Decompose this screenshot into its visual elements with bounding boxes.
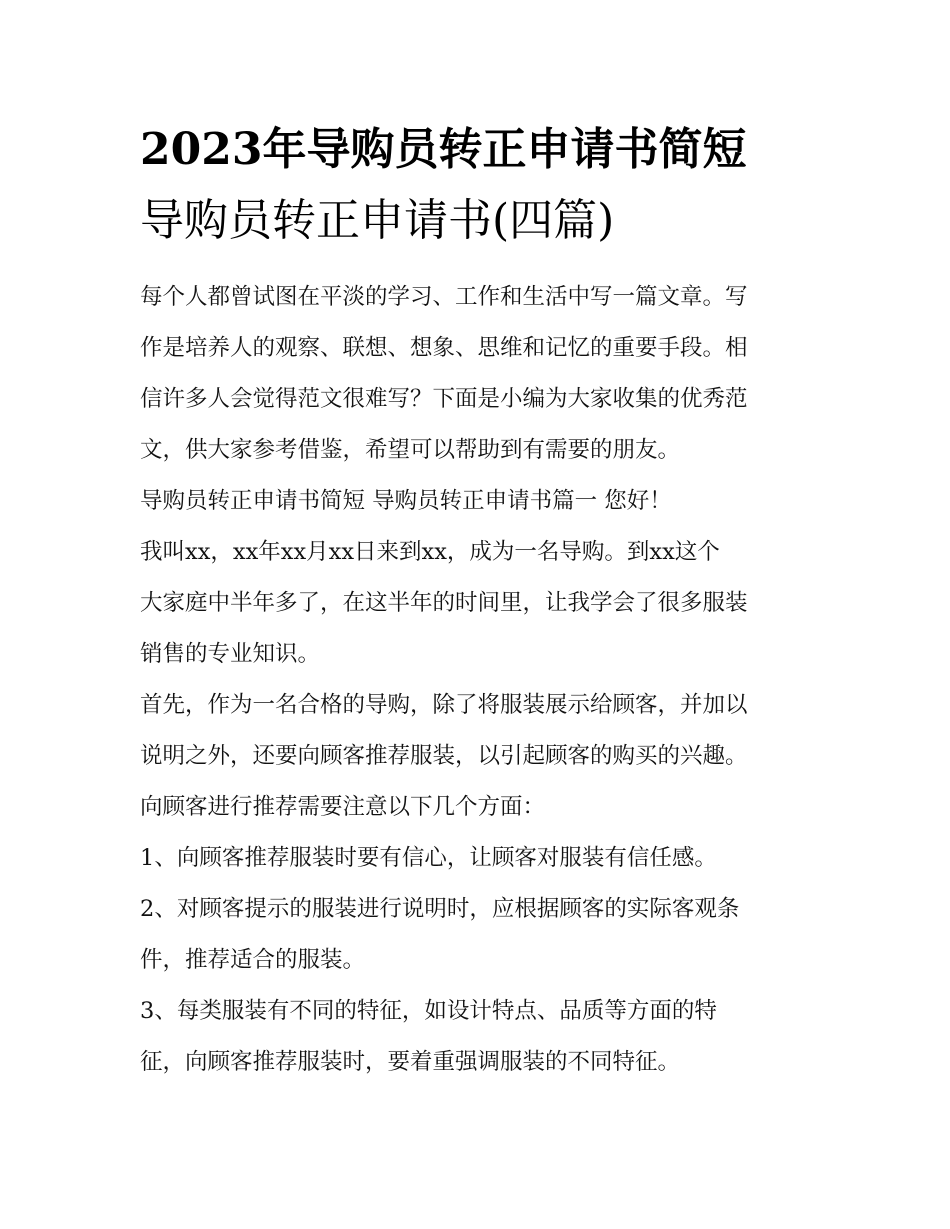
body-line: 3、每类服装有不同的特征，如设计特点、品质等方面的特	[140, 998, 717, 1024]
body-line: 导购员转正申请书简短 导购员转正申请书篇一 您好！	[140, 488, 672, 514]
body-line: 1、向顾客推荐服装时要有信心，让顾客对服装有信任感。	[140, 845, 717, 871]
body-line: 向顾客进行推荐需要注意以下几个方面：	[140, 794, 546, 820]
body-line: 文，供大家参考借鉴，希望可以帮助到有需要的朋友。	[140, 437, 681, 463]
body-line: 每个人都曾试图在平淡的学习、工作和生活中写一篇文章。写	[140, 284, 748, 310]
document-title: 2023年导购员转正申请书简短	[140, 124, 747, 175]
body-line: 首先，作为一名合格的导购，除了将服装展示给顾客，并加以	[140, 692, 748, 718]
body-line: 大家庭中半年多了，在这半年的时间里，让我学会了很多服装	[140, 590, 748, 616]
document-body	[140, 272, 815, 1088]
body-line: 件，推荐适合的服装。	[140, 947, 366, 973]
body-line: 作是培养人的观察、联想、想象、思维和记忆的重要手段。相	[140, 335, 748, 361]
body-line: 信许多人会觉得范文很难写？下面是小编为大家收集的优秀范	[140, 386, 748, 412]
document-subtitle: 导购员转正申请书(四篇)	[140, 195, 615, 246]
body-line: 说明之外，还要向顾客推荐服装，以引起顾客的购买的兴趣。	[140, 743, 748, 769]
body-line: 2、对顾客提示的服装进行说明时，应根据顾客的实际客观条	[140, 896, 740, 922]
body-line: 征，向顾客推荐服装时，要着重强调服装的不同特征。	[140, 1049, 681, 1075]
body-line: 我叫xx，xx年xx月xx日来到xx，成为一名导购。到xx这个	[140, 539, 720, 565]
body-line: 销售的专业知识。	[140, 641, 321, 667]
